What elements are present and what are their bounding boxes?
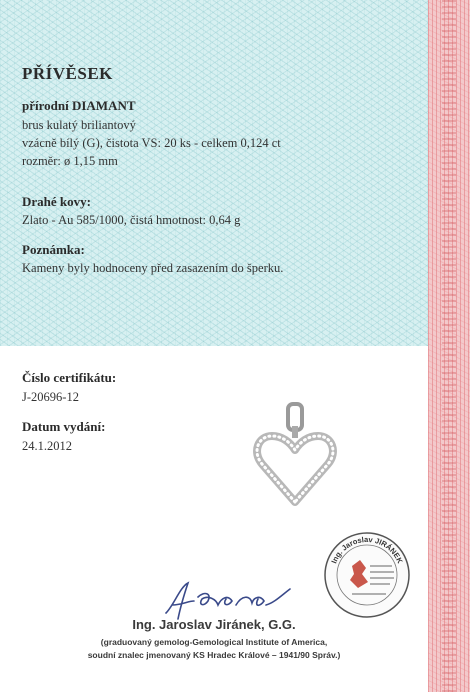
certificate-number-heading: Číslo certifikátu: [22, 370, 117, 385]
note-value: Kameny byly hodnoceny před zasazením do šperku. [22, 261, 284, 275]
official-seal-stamp [322, 530, 412, 620]
issue-date-value: 24.1.2012 [22, 439, 72, 453]
metals-value: Zlato - Au 585/1000, čistá hmotnost: 0,64 g [22, 213, 241, 227]
stone-heading: přírodní DIAMANT [22, 98, 136, 113]
stone-quality: vzácně bílý (G), čistota VS: 20 ks - celkem 0,124 ct [22, 136, 281, 150]
security-border-band [428, 0, 470, 692]
signatory-credentials-2: soudní znalec jmenovaný KS Hradec Králové – 1941/90 Správ.) [87, 650, 341, 660]
document-title: PŘÍVĚSEK [22, 64, 113, 83]
stone-size: rozměr: ø 1,15 mm [22, 154, 118, 168]
metals-heading: Drahé kovy: [22, 194, 91, 209]
pendant-image [248, 398, 344, 518]
certificate-number-value: J-20696-12 [22, 390, 79, 404]
signatory-credentials-1: (graduovaný gemolog-Gemological Institute of America, [100, 637, 328, 647]
signatory-name: Ing. Jaroslav Jiránek, G.G. [132, 617, 296, 632]
note-heading: Poznámka: [22, 242, 85, 257]
guilloche-background [0, 0, 428, 346]
issue-date-heading: Datum vydání: [22, 419, 106, 434]
seal-text: Ing. Jaroslav JIRÁNEK [329, 534, 405, 565]
stone-cut: brus kulatý briliantový [22, 118, 136, 132]
